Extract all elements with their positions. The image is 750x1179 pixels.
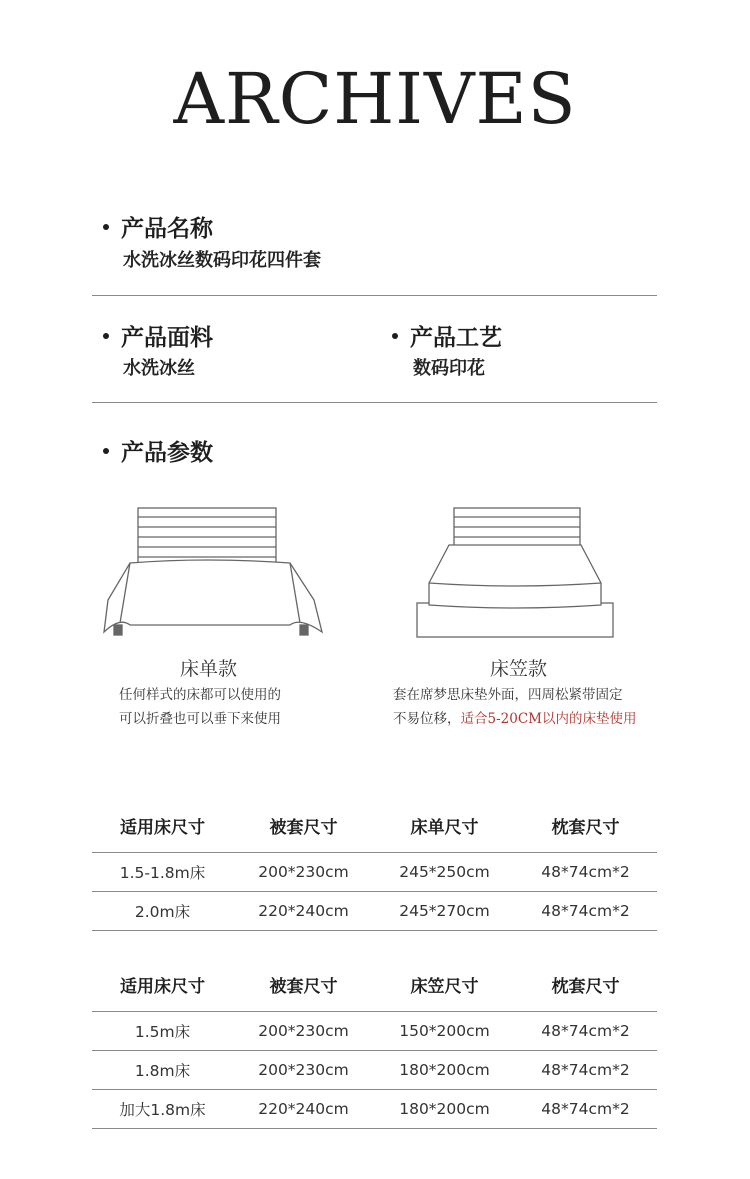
table-cell: 48*74cm*2 — [541, 1061, 630, 1079]
flat-sheet-desc — [119, 683, 281, 731]
table-row — [92, 1051, 657, 1089]
table-cell: 200*230cm — [258, 1022, 349, 1040]
size-table-fitted-sheet — [92, 957, 657, 1129]
table-row — [92, 1090, 657, 1128]
divider — [92, 295, 657, 296]
table-cell: 2.0m床 — [134, 903, 191, 921]
table-cell: 48*74cm*2 — [541, 1022, 630, 1040]
fitted-sheet-desc-line: 套在席梦思床垫外面，四周松紧带固定 — [393, 687, 623, 703]
params-label — [103, 434, 213, 467]
flat-sheet-bed-icon — [100, 505, 325, 640]
fitted-sheet-desc — [393, 683, 636, 731]
flat-sheet-desc-line: 任何样式的床都可以使用的 — [119, 687, 281, 703]
table-cell: 245*250cm — [399, 863, 490, 881]
bullet-dot — [103, 224, 109, 230]
fitted-sheet-desc-line — [393, 707, 636, 731]
fabric-label — [103, 319, 213, 352]
table-line — [92, 930, 657, 931]
fabric-value: 水洗冰丝 — [123, 358, 195, 379]
table-cell: 220*240cm — [258, 1100, 349, 1118]
table-header — [92, 798, 657, 852]
flat-sheet-caption: 床单款 — [180, 658, 238, 680]
header-cell: 枕套尺寸 — [551, 817, 620, 838]
table-cell: 48*74cm*2 — [541, 1100, 630, 1118]
craft-value: 数码印花 — [413, 358, 485, 379]
table-cell: 1.5m床 — [134, 1023, 191, 1041]
table-cell: 200*230cm — [258, 1061, 349, 1079]
fitted-sheet-desc-highlight: 适合5-20CM以内的床垫使用 — [460, 711, 637, 727]
table-cell: 1.5-1.8m床 — [119, 864, 206, 882]
fabric-label-text: 产品面料 — [121, 324, 213, 351]
fitted-sheet-desc-plain: 不易位移， — [393, 711, 461, 727]
craft-label-text: 产品工艺 — [410, 324, 502, 351]
fitted-sheet-caption: 床笠款 — [490, 658, 548, 680]
product-name-value: 水洗冰丝数码印花四件套 — [123, 250, 321, 271]
table-cell: 220*240cm — [258, 902, 349, 920]
brand-logo: ARCHIVES — [173, 58, 577, 140]
table-cell: 180*200cm — [399, 1061, 490, 1079]
size-table-flat-sheet — [92, 798, 657, 931]
header-cell: 被套尺寸 — [269, 976, 338, 997]
table-cell: 1.8m床 — [134, 1062, 191, 1080]
header-cell: 适用床尺寸 — [120, 976, 205, 997]
table-cell: 200*230cm — [258, 863, 349, 881]
flat-sheet-desc-line: 可以折叠也可以垂下来使用 — [119, 711, 281, 727]
table-header — [92, 957, 657, 1011]
header-cell: 床笠尺寸 — [410, 976, 479, 997]
product-name-label — [103, 210, 213, 243]
product-name-label-text: 产品名称 — [121, 215, 213, 242]
table-cell: 加大1.8m床 — [119, 1101, 206, 1119]
bullet-dot — [103, 448, 109, 454]
table-row — [92, 892, 657, 930]
divider — [92, 402, 657, 403]
bullet-dot — [103, 333, 109, 339]
bullet-dot — [392, 333, 398, 339]
table-row — [92, 853, 657, 891]
table-line — [92, 1128, 657, 1129]
header-cell: 床单尺寸 — [410, 817, 479, 838]
craft-label — [392, 319, 502, 352]
params-label-text: 产品参数 — [121, 439, 213, 466]
table-cell: 150*200cm — [399, 1022, 490, 1040]
table-cell: 48*74cm*2 — [541, 863, 630, 881]
header-cell: 被套尺寸 — [269, 817, 338, 838]
table-cell: 180*200cm — [399, 1100, 490, 1118]
fitted-sheet-bed-icon — [415, 505, 615, 640]
table-cell: 48*74cm*2 — [541, 902, 630, 920]
table-row — [92, 1012, 657, 1050]
header-cell: 枕套尺寸 — [551, 976, 620, 997]
table-cell: 245*270cm — [399, 902, 490, 920]
header-cell: 适用床尺寸 — [120, 817, 205, 838]
